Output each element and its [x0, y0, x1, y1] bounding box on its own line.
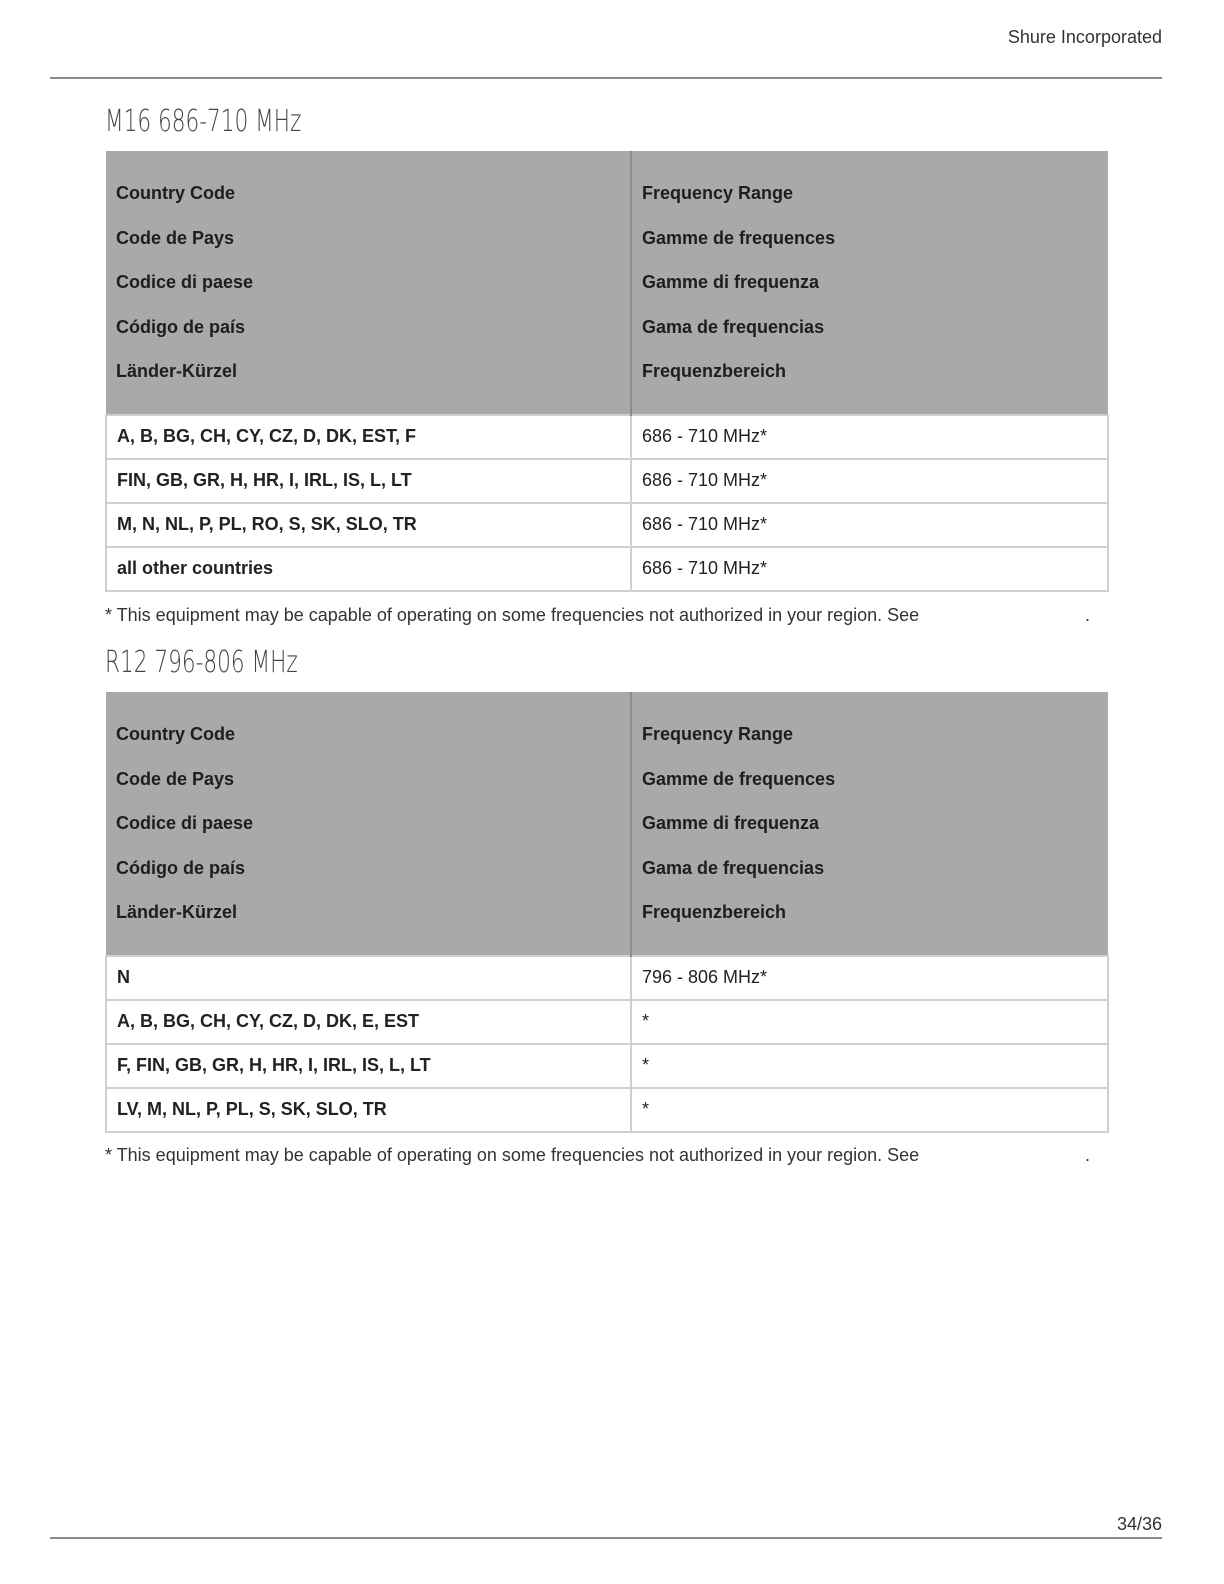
footer-divider: [50, 1537, 1162, 1539]
country-codes-cell: N: [106, 956, 631, 1000]
table-row: [106, 547, 1108, 591]
header-label: Código de país: [116, 857, 246, 878]
table-row: [106, 1000, 1108, 1044]
page-number: 34/36: [1116, 1514, 1162, 1534]
table-row: [106, 503, 1108, 547]
footnote: [105, 605, 1095, 626]
header-label: Country Code: [116, 183, 235, 203]
footnote-text: * This equipment may be capable of operating on some frequencies not authorized in your region. See: [105, 605, 920, 625]
header-company: Shure Incorporated: [1007, 27, 1162, 47]
country-codes-cell: A, B, BG, CH, CY, CZ, D, DK, EST, F: [106, 415, 631, 459]
frequency-table: [105, 151, 1109, 592]
country-codes-cell: A, B, BG, CH, CY, CZ, D, DK, E, EST: [106, 1000, 631, 1044]
country-codes-cell: M, N, NL, P, PL, RO, S, SK, SLO, TR: [106, 503, 631, 547]
frequency-range-cell: 796 - 806 MHz*: [631, 956, 1108, 1000]
frequency-table: [105, 692, 1109, 1133]
header-label: Frequency Range: [642, 183, 794, 203]
header-label: Country Code: [116, 724, 235, 744]
header-label: Gamme di frequenza: [642, 272, 820, 292]
header-label: Länder-Kürzel: [116, 361, 238, 381]
header-label: Code de Pays: [116, 768, 235, 789]
header-label: Frequenzbereich: [642, 902, 787, 922]
header-label: Gama de frequencias: [642, 316, 825, 337]
footnote: [105, 1145, 1095, 1166]
country-codes-cell: all other countries: [106, 547, 631, 591]
table-row: [106, 415, 1108, 459]
header-label: Code de Pays: [116, 227, 235, 248]
table-row: [106, 459, 1108, 503]
country-codes-cell: F, FIN, GB, GR, H, HR, I, IRL, IS, L, LT: [106, 1044, 631, 1088]
footnote-end: .: [1085, 605, 1091, 625]
frequency-range-cell: *: [631, 1088, 1108, 1132]
country-code-header: [106, 151, 631, 415]
header-label: Codice di paese: [116, 272, 254, 292]
table-row: [106, 1044, 1108, 1088]
frequency-range-cell: 686 - 710 MHz*: [631, 459, 1108, 503]
footnote-text: * This equipment may be capable of operating on some frequencies not authorized in your region. See: [105, 1145, 920, 1165]
frequency-range-cell: 686 - 710 MHz*: [631, 547, 1108, 591]
country-codes-cell: FIN, GB, GR, H, HR, I, IRL, IS, L, LT: [106, 459, 631, 503]
country-codes-cell: LV, M, NL, P, PL, S, SK, SLO, TR: [106, 1088, 631, 1132]
header-label: Código de país: [116, 316, 246, 337]
frequency-range-header: [631, 692, 1108, 956]
header-divider: [50, 77, 1162, 79]
table-header-row: [106, 151, 1108, 415]
header-label: Codice di paese: [116, 813, 254, 833]
header-label: Gamme de frequences: [642, 227, 836, 248]
table-row: [106, 956, 1108, 1000]
header-label: Frequenzbereich: [642, 361, 787, 381]
frequency-range-cell: 686 - 710 MHz*: [631, 503, 1108, 547]
header-label: Frequency Range: [642, 724, 794, 744]
frequency-range-cell: *: [631, 1044, 1108, 1088]
table-header-row: [106, 692, 1108, 956]
header-label: Gamme di frequenza: [642, 813, 820, 833]
frequency-range-header: [631, 151, 1108, 415]
table-row: [106, 1088, 1108, 1132]
header-label: Gamme de frequences: [642, 768, 836, 789]
country-code-header: [106, 692, 631, 956]
header-label: Länder-Kürzel: [116, 902, 238, 922]
section-title: R12 796-806 MHz: [105, 645, 298, 680]
footnote-end: .: [1085, 1145, 1091, 1165]
header-label: Gama de frequencias: [642, 857, 825, 878]
section-title: M16 686-710 MHz: [105, 104, 302, 139]
frequency-range-cell: *: [631, 1000, 1108, 1044]
frequency-range-cell: 686 - 710 MHz*: [631, 415, 1108, 459]
